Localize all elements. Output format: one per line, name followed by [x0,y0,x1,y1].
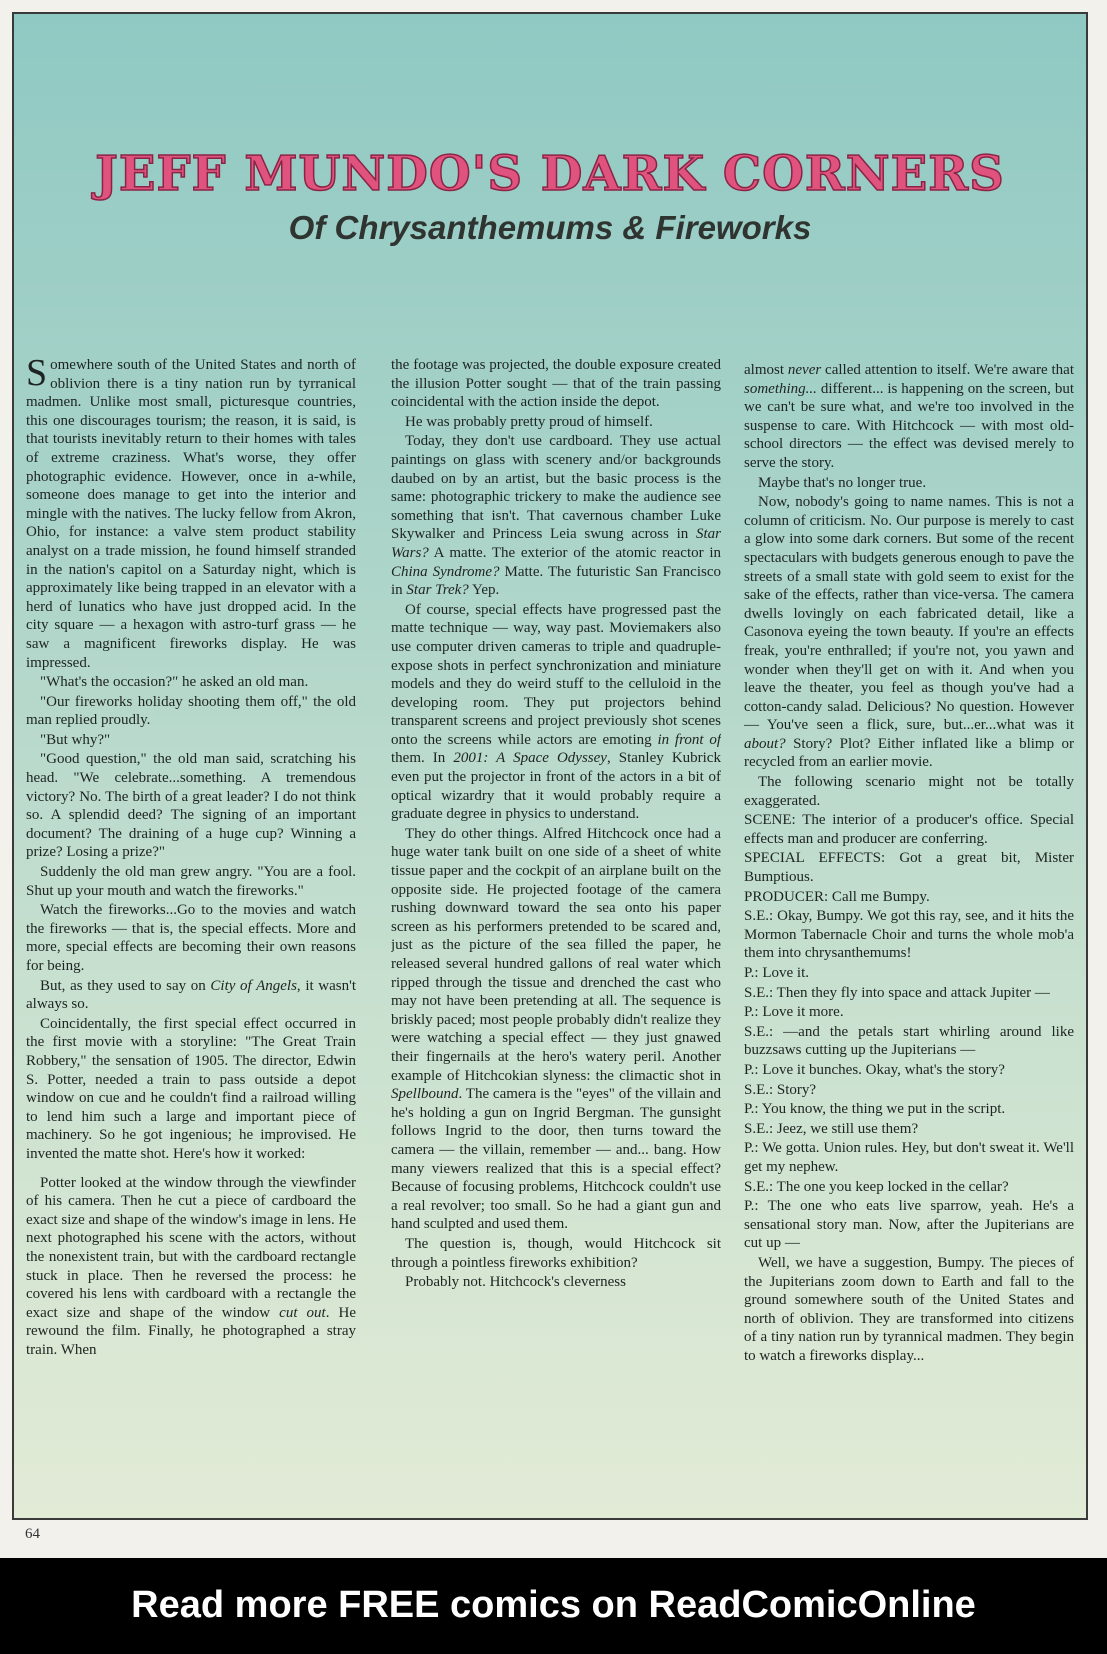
paragraph: S.E.: —and the petals start whirling around like buzzsaws cutting up the Jupiterians — [744,1023,1074,1059]
paragraph: almost never called attention to itself. We're aware that something... different... is happening on the screen, but we can't be sure what, and we're too involved in the suspense to care. With Hitchcock — with most old-school directors — the effect was devised merely to serve the story. [744,362,1074,471]
paragraph: S.E.: Story? [744,1081,817,1098]
paragraph: "What's the occasion?" he asked an old man. [40,674,309,691]
paragraph: Now, nobody's going to name names. This is not a column of criticism. No. Our purpose is merely to cast a glow into some dark corners. But some of the recent spectaculars with budgets generous enough to pave the streets of a small state with gold seem to exist for the sake of the effects, rather than vice-versa. The camera dwells lovingly on each fabricated detail, like a Casonova eyeing the town beauty. If you're an effects freak, you're enthralled; if you're not, you yawn and wonder when they'll get on with it. And when you leave the theater, you feel as though you've had a cotton-candy salad. Delicious? No question. However — You've seen a flick, sure, but...er...what was it about? Story? Plot? Either inflated like a blimp or recycled from an earlier movie. [744,494,1074,771]
paragraph: Watch the fireworks...Go to the movies and watch the fireworks — that is, the special effects. More and more, special effects are becoming their own reasons for being. [26,902,356,974]
paragraph: P.: We gotta. Union rules. Hey, but don't sweat it. We'll get my nephew. [744,1140,1074,1175]
paragraph: S.E.: Okay, Bumpy. We got this ray, see, and it hits the Mormon Tabernacle Choir and turns the whole mob'a them into chrysanthemums! [744,908,1074,962]
paragraph: Well, we have a suggestion, Bumpy. The pieces of the Jupiterians zoom down to Earth and fall to the ground somewhere south of the United States and north of oblivion. They are transformed into citizens of a tiny nation run by tyrannical madmen. They begin to watch a fireworks display... [744,1254,1074,1364]
paragraph: "But why?" [40,731,111,748]
paragraph: Potter looked at the window through the viewfinder of his camera. Then he cut a piece of cardboard the exact size and shape of the window's image in lens. He next photographed his scene with the actors, without the nonexistent train, but with the cardboard rectangle stuck in place. Then he reversed the process: he covered his lens with cardboard with a rectangle the exact size and shape of the window cut out. He rewound the film. Finally, he photographed a stray train. When [26,1174,356,1358]
paragraph: The question is, though, would Hitchcock sit through a pointless fireworks exhibition? [391,1235,721,1271]
paragraph: P.: Love it more. [744,1004,844,1021]
paragraph: "Our fireworks holiday shooting them off," the old man replied proudly. [26,693,356,729]
paragraph: P.: The one who eats live sparrow, yeah. He's a sensational story man. Now, after the Jupiterians are cut up — [744,1198,1074,1252]
paragraph: P.: Love it. [744,965,810,981]
page-title: JEFF MUNDO'S DARK CORNERS [95,146,1005,202]
paragraph: Today, they don't use cardboard. They use actual paintings on glass with scenery and/or backgrounds daubed on by an artist, but the basic process is the same: photographic trickery to make the audience see something that isn't. That cavernous chamber Luke Skywalker and Princess Leia swung across in Star Wars? A matte. The exterior of the atomic reactor in China Syndrome? Matte. The futuristic San Francisco in Star Trek? Yep. [391,433,721,599]
paragraph: "Good question," the old man said, scratching his head. "We celebrate...something. A tremendous victory? No. The birth of a great leader? I do not think so. A splendid deed? The signing of an important document? The draining of a huge cup? Winning a prize? Losing a prize?" [26,751,356,861]
article-column-1 [26,356,356,1504]
paragraph: PRODUCER: Call me Bumpy. [744,888,930,905]
page-number: 64 [25,1526,40,1542]
paragraph: They do other things. Alfred Hitchcock once had a huge water tank built on one side of a sheet of white tissue paper and the cockpit of an airplane built on the opposite side. He projected footage of the camera rushing downward toward the sea onto his paper screen as his performers pretended to be scared and, just as the picture of the sea filled the paper, he released several hundred gallons of real water which ripped through the tissue and drenched the cast who may not have been pretending at all. The sequence is briskly paced; most people probably didn't realize they were watching a special effect — they just gnawed their fingernails at the hero's watery peril. Another example of Hitchcokian slyness: the climactic shot in Spellbound. The camera is the "eyes" of the villain and he's holding a gun on Ingrid Bergman. The gunsight follows Ingrid to the door, then turns toward the camera — the villain, remember — and... bang. How many viewers realized that this is a special effect? Because of focusing problems, Hitchcock couldn't use a real revolver; too small. So he had a giant gun and hand sculpted and used them. [391,825,721,1233]
paragraph: The following scenario might not be totally exaggerated. [744,774,1074,809]
paragraph: Somewhere south of the United States and north of oblivion there is a tiny nation run by tyrranical madmen. Unlike most small, picturesque countries, this one discourages tourism; the reason, it is said, is that tourists inevitably return to their homes with tales of extreme craziness. What's worse, they offer photographic evidence. However, once in a-while, someone does manage to get into the interior and mingle with the natives. The lucky fellow from Akron, Ohio, for instance: a valve stem product stability analyst on a trade mission, he found himself stranded in the nation's capitol on a Saturday night, which is approximately like being trapped in an elevator with a herd of lunatics who have just dropped acid. In the city square — a hexagon with astro-turf grass — he saw a magnificent fireworks display. He was impressed. [26,356,356,671]
promo-banner-text: Read more FREE comics on ReadComicOnline [131,1584,976,1626]
drop-cap: S [26,356,48,394]
paragraph: Suddenly the old man grew angry. "You are a fool. Shut up your mouth and watch the fireworks." [26,864,356,899]
paragraph: Maybe that's no longer true. [758,474,927,491]
paragraph: SCENE: The interior of a producer's office. Special effects man and producer are conferring. [744,812,1074,847]
paragraph: P.: Love it bunches. Okay, what's the story? [744,1061,1005,1078]
paragraph: Of course, special effects have progressed past the matte technique — way, way past. Moviemakers also use computer driven cameras to triple and quadruple-expose shots in perfect synchronization and miniature models and they do weird stuff to the celluloid in the developing room. They put projectors behind transparent screens and project previously shot scenes onto the screens while actors are emoting in front of them. In 2001: A Space Odyssey, Stanley Kubrick even put the projector in front of the actors in a bit of optical wizardry that it would probably require a graduate degree in physics to understand. [391,601,721,823]
paragraph: S.E.: Jeez, we still use them? [744,1120,919,1137]
paragraph: Probably not. Hitchcock's cleverness [405,1274,626,1291]
page-subtitle: Of Chrysanthemums & Fireworks [288,209,812,246]
article-column-3 [744,361,1074,1509]
paragraph: Coincidentally, the first special effect occurred in the first movie with a storyline: "The Great Train Robbery," the sensation of 1905. The director, Edwin S. Potter, needed a train to pass outside a depot window on cue and he couldn't find a railroad willing to lend him such a large and important piece of machinery. So he got ingenious; he improvised. He invented the matte shot. Here's how it worked: [26,1015,356,1162]
article-column-2 [391,356,721,1504]
promo-banner[interactable] [0,1558,1107,1654]
paragraph: He was probably pretty proud of himself. [405,413,653,430]
paragraph: SPECIAL EFFECTS: Got a great bit, Mister Bumptious. [744,850,1074,886]
paragraph: But, as they used to say on City of Angels, it wasn't always so. [26,977,356,1013]
paragraph: S.E.: Then they fly into space and attack Jupiter — [744,984,1050,1001]
paragraph: S.E.: The one you keep locked in the cellar? [744,1178,1009,1195]
paragraph: the footage was projected, the double exposure created the illusion Potter sought — that of the train passing coincidental with the action inside the depot. [391,357,721,411]
paragraph: P.: You know, the thing we put in the script. [744,1101,1006,1118]
